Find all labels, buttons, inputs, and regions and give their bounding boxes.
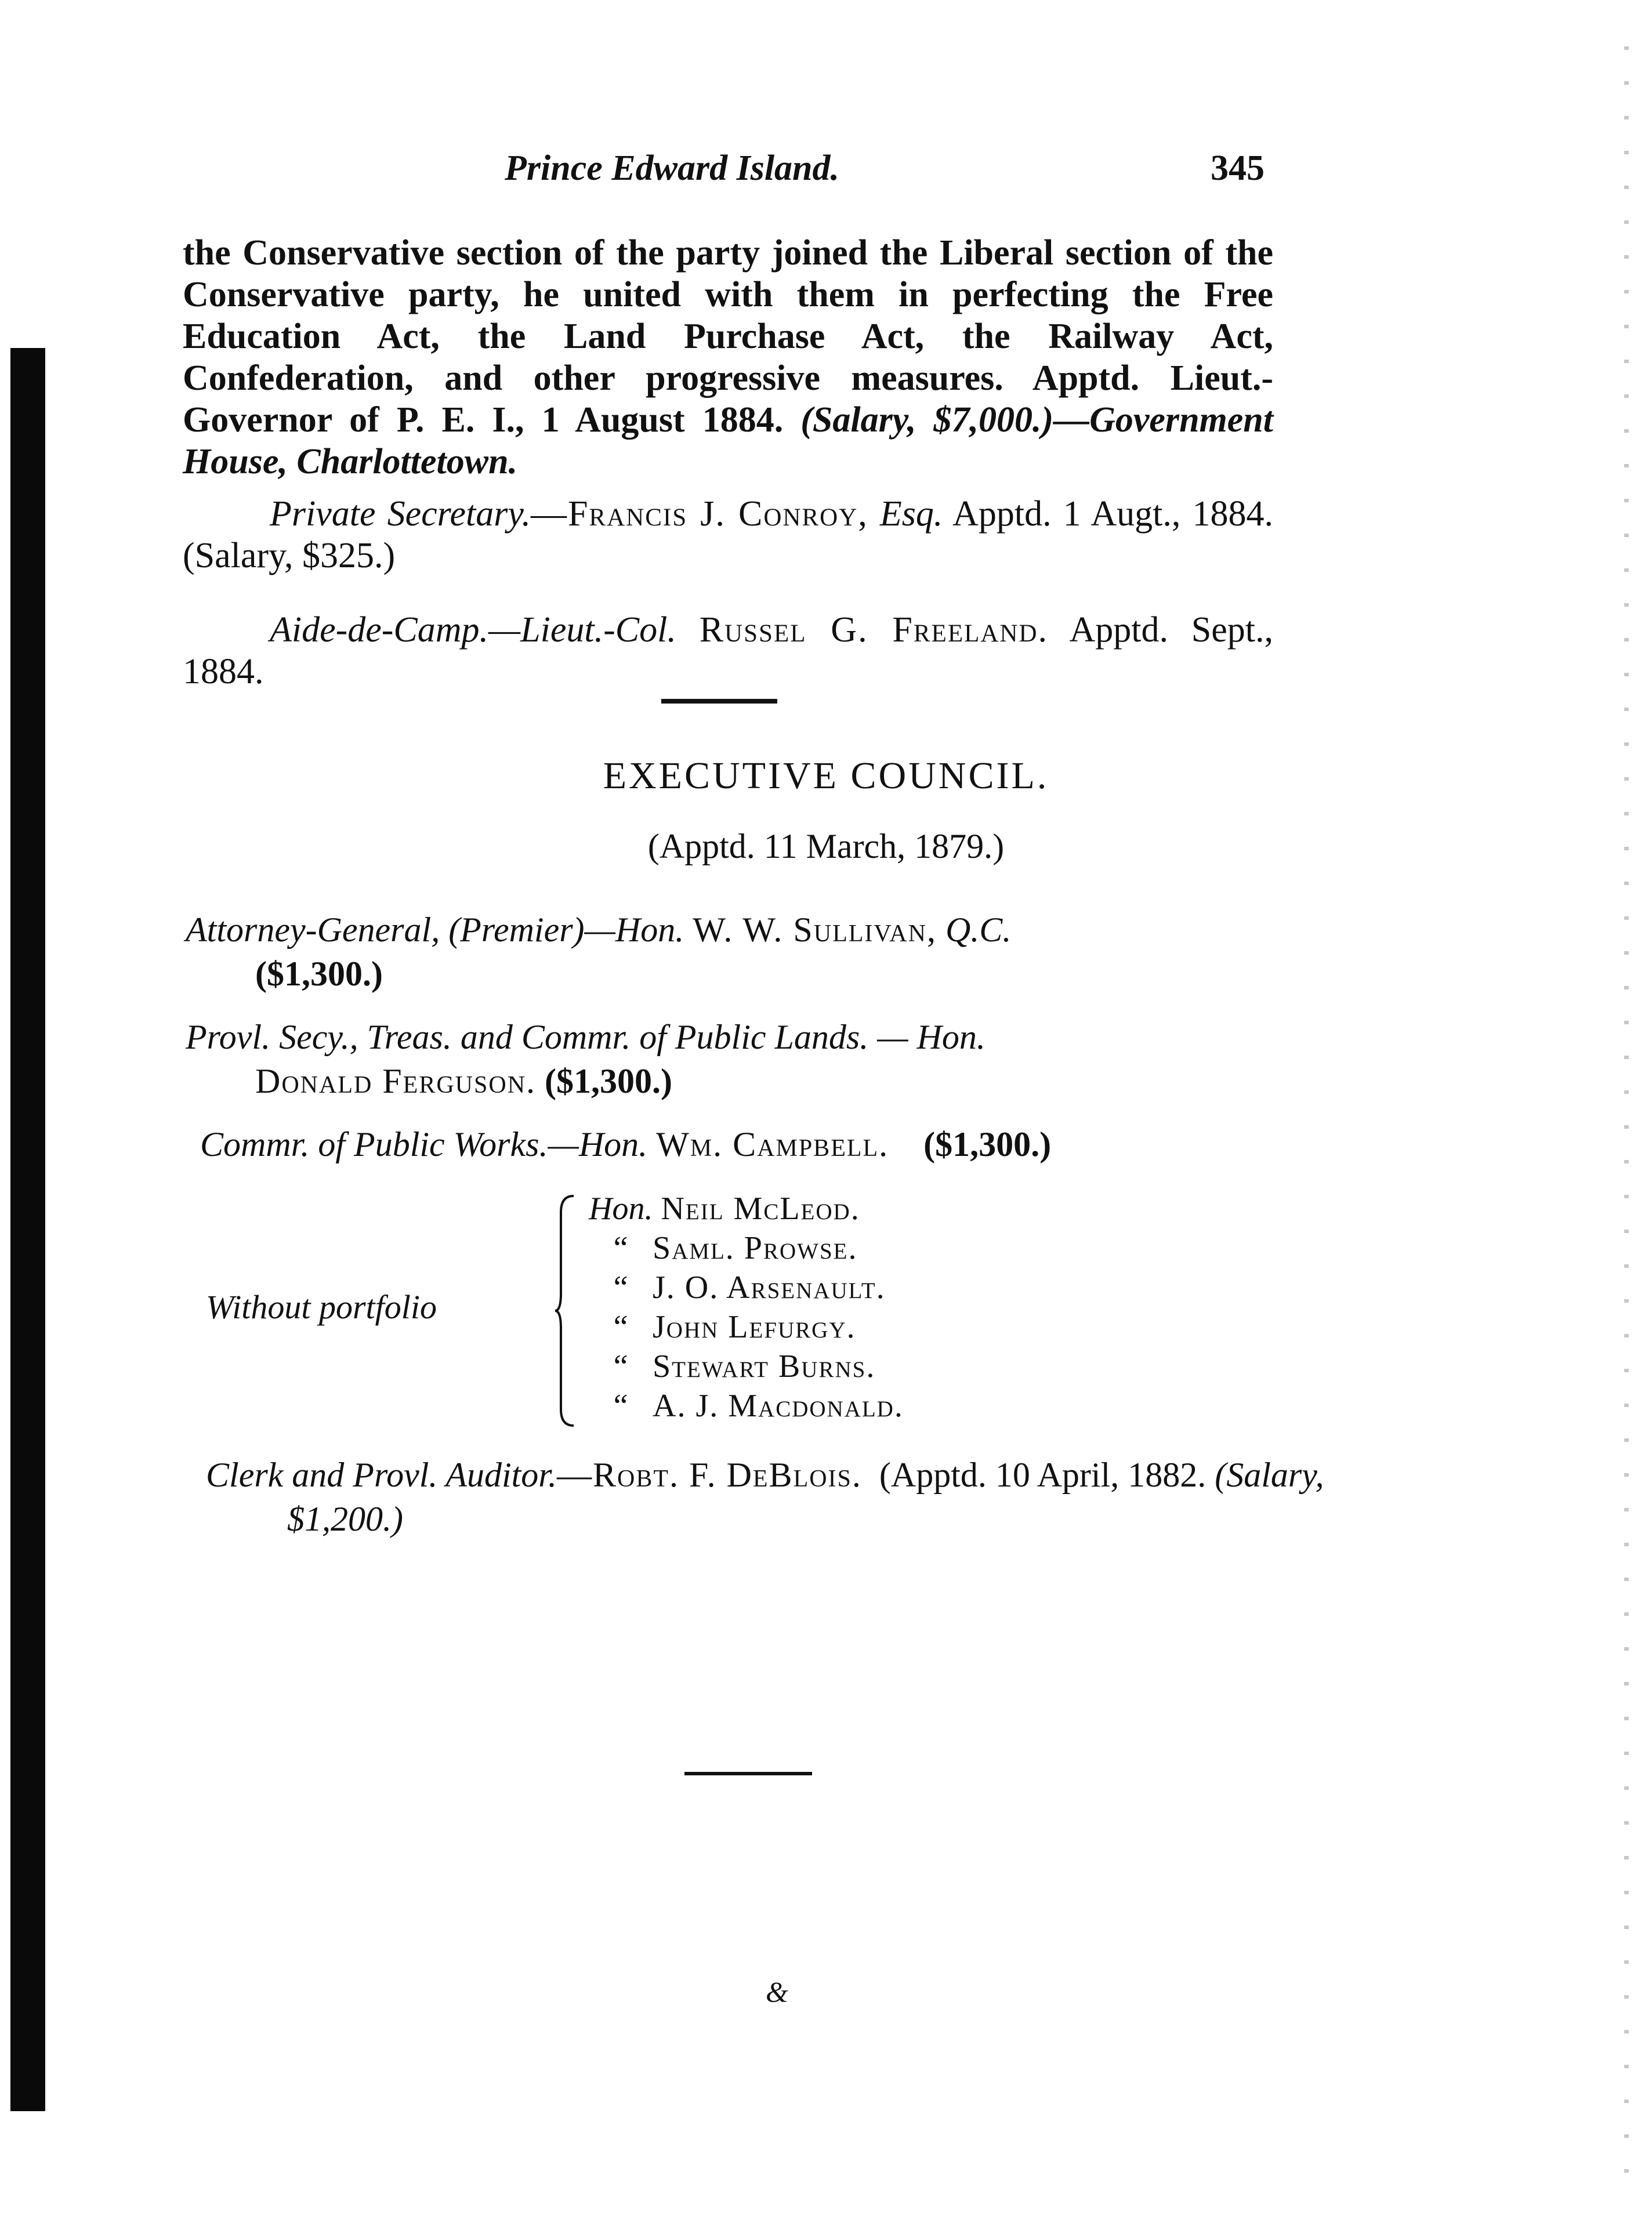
member-name: Neil McLeod. bbox=[661, 1191, 860, 1227]
member-row bbox=[589, 1268, 904, 1307]
section-divider bbox=[661, 699, 777, 704]
biography-residence: —Government House, Charlottetown. bbox=[183, 400, 1273, 481]
biography-paragraph bbox=[183, 232, 1273, 483]
provincial-secretary-salary: ($1,300.) bbox=[545, 1062, 672, 1100]
private-secretary-name: —Francis J. Conroy, bbox=[530, 494, 868, 534]
attorney-general-salary: ($1,300.) bbox=[255, 955, 383, 993]
page-header bbox=[505, 148, 1265, 194]
without-portfolio-label: Without portfolio bbox=[206, 1288, 437, 1326]
provincial-secretary-name: Donald Ferguson. bbox=[255, 1062, 537, 1100]
member-row bbox=[589, 1307, 904, 1347]
clerk-title: Clerk and Provl. Auditor. bbox=[206, 1456, 557, 1494]
council-title: EXECUTIVE COUNCIL. bbox=[603, 755, 1049, 797]
clerk-name: —Robt. F. DeBlois. bbox=[556, 1456, 862, 1494]
attorney-general-title: Attorney-General, (Premier)—Hon. bbox=[186, 911, 684, 949]
member-list bbox=[589, 1189, 904, 1426]
aide-de-camp-appointed: Apptd. Sept., 1884. bbox=[183, 610, 1273, 691]
attorney-general-entry bbox=[186, 908, 1334, 996]
private-secretary-title: Private Secretary. bbox=[270, 494, 531, 534]
private-secretary-suffix: Esq. bbox=[879, 494, 943, 534]
ditto-mark: “ bbox=[613, 1270, 628, 1306]
without-portfolio-group bbox=[206, 1189, 1076, 1433]
aide-de-camp-name: Russel G. Freeland. bbox=[699, 610, 1049, 650]
scan-binding-shadow bbox=[10, 348, 45, 2111]
public-works-entry bbox=[200, 1122, 1279, 1166]
running-head: Prince Edward Island. bbox=[505, 148, 840, 188]
hon-prefix: Hon. bbox=[589, 1191, 653, 1227]
member-row bbox=[589, 1228, 904, 1268]
ditto-mark: “ bbox=[613, 1309, 628, 1345]
biography-salary: (Salary, $7,000.) bbox=[800, 400, 1054, 440]
aide-de-camp-entry bbox=[183, 609, 1273, 693]
private-secretary-salary: (Salary, $325.) bbox=[183, 536, 396, 575]
scan-edge-noise bbox=[1624, 46, 1629, 2192]
member-row bbox=[589, 1386, 904, 1426]
public-works-name: Wm. Campbell. bbox=[656, 1125, 889, 1163]
member-name: John Lefurgy. bbox=[653, 1309, 856, 1345]
clerk-entry bbox=[206, 1453, 1360, 1541]
attorney-general-name: W. W. Sullivan, bbox=[693, 911, 937, 949]
member-name: J. O. Arsenault. bbox=[653, 1270, 886, 1306]
provincial-secretary-entry bbox=[186, 1015, 1334, 1103]
ditto-mark: “ bbox=[613, 1388, 628, 1424]
biography-text: the Conservative section of the party joined the Liberal section of the Conservative party, he united with them in perfecting the Free Education Act, the Land Purchase Act, the Railway Act, Confederation, and other progressive measures. Apptd. Lieut.-Governor of P. E. I., 1 August 1884. bbox=[183, 233, 1273, 440]
clerk-appointed: (Apptd. 10 April, 1882. bbox=[879, 1456, 1207, 1494]
member-name: Stewart Burns. bbox=[653, 1348, 876, 1384]
member-name: Saml. Prowse. bbox=[653, 1230, 858, 1266]
member-name: A. J. Macdonald. bbox=[653, 1388, 904, 1424]
clerk-salary: (Salary, $1,200.) bbox=[287, 1456, 1324, 1538]
aide-de-camp-title: Aide-de-Camp.—Lieut.-Col. bbox=[270, 610, 676, 650]
footer-mark: & bbox=[766, 1975, 788, 2008]
closing-divider bbox=[684, 1772, 812, 1775]
public-works-salary: ($1,300.) bbox=[923, 1125, 1052, 1163]
attorney-general-suffix: Q.C. bbox=[945, 911, 1012, 949]
page-number: 345 bbox=[1211, 148, 1265, 188]
member-row bbox=[589, 1189, 904, 1228]
public-works-title: Commr. of Public Works.—Hon. bbox=[200, 1125, 648, 1163]
private-secretary-entry bbox=[183, 493, 1273, 577]
provincial-secretary-title: Provl. Secy., Treas. and Commr. of Public Lands. — Hon. bbox=[186, 1018, 986, 1056]
ditto-mark: “ bbox=[613, 1348, 628, 1384]
left-brace-icon bbox=[554, 1195, 577, 1427]
ditto-mark: “ bbox=[613, 1230, 628, 1266]
private-secretary-appointed: Apptd. 1 Augt., 1884. bbox=[952, 494, 1273, 534]
council-appointed: (Apptd. 11 March, 1879.) bbox=[647, 827, 1005, 865]
member-row bbox=[589, 1347, 904, 1386]
